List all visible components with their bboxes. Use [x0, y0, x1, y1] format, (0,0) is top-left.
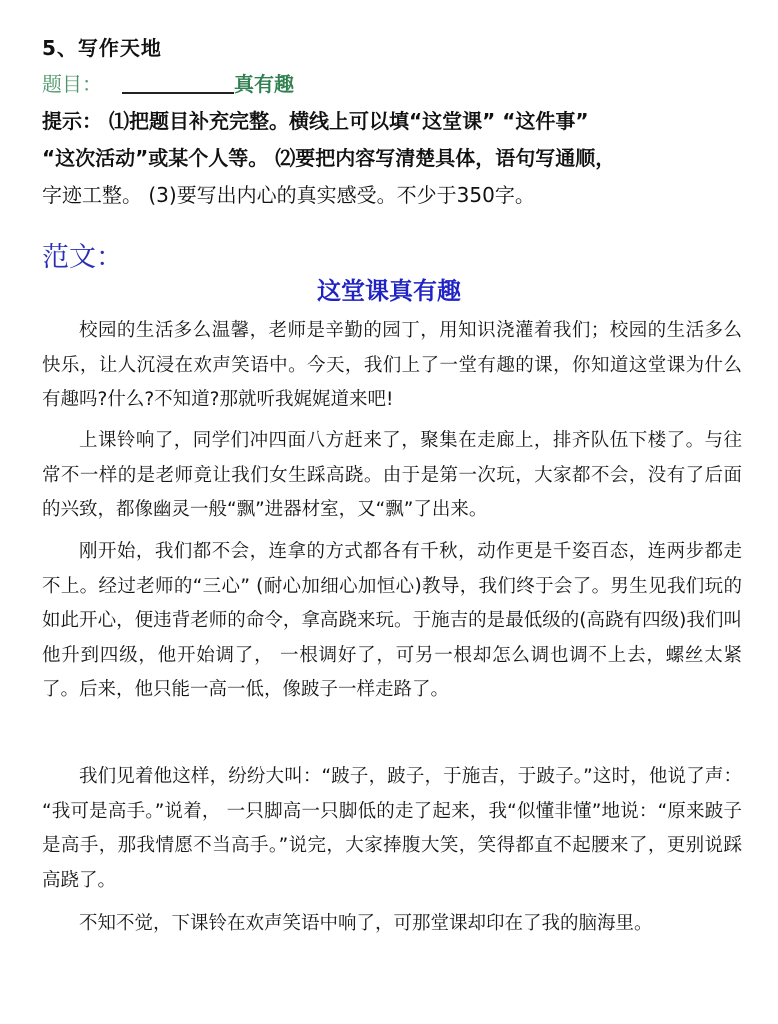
model-essay-label: 范文： [42, 242, 123, 273]
writing-hint [42, 103, 742, 214]
hint-line-3-start: 字迹工整。 [42, 183, 142, 207]
hint-line-1: 提示： ⑴把题目补充完整。横线上可以填“这堂课” “这件事” [42, 109, 589, 133]
topic-label: 题目： [42, 72, 102, 96]
essay-paragraph-3 [42, 535, 742, 708]
paragraph-text: 不知不觉，下课铃在欢声笑语中响了，可那堂课却印在了我的脑海里。 [79, 913, 653, 934]
essay-paragraph-4 [42, 760, 742, 898]
essay-paragraph-5 [42, 907, 742, 942]
paragraph-text: 刚开始，我们都不会，连拿的方式都各有千秋，动作更是千姿百态，连两步都走不上。经过老师的“三心” (耐心加细心加恒心)教导，我们终于会了。男生见我们玩的如此开心，便违背老师的命令，拿高跷来玩。于施吉的是最低级的(高跷有四级)我们叫他升到四级，他开始调了， 一根调好了，可另一根却怎么调也调不上去，螺丝太紧了。后来，他只能一高一低，像跛子一样走路了。 [42, 541, 742, 700]
paragraph-text: 我们见着他这样，纷纷大叫：“跛子，跛子，于施吉，于跛子。”这时，他说了声： “我可是高手。”说着， 一只脚高一只脚低的走了起来，我“似懂非懂”地说：“原来跛子是高手，那我情愿不当高手。”说完，大家捧腹大笑，笑得都直不起腰来了，更别说踩高跷了。 [42, 766, 742, 891]
topic-line [42, 68, 294, 97]
hint-line-3-rest: (3)要写出内心的真实感受。不少于350字。 [142, 183, 535, 207]
essay-paragraph-2 [42, 424, 742, 528]
essay-title: 这堂课真有趣 [317, 277, 461, 305]
topic-blank-line [122, 72, 234, 94]
essay-paragraph-1 [42, 314, 742, 418]
hint-line-3 [42, 177, 742, 214]
topic-title: 真有趣 [234, 72, 294, 96]
hint-line-2: “这次活动”或某个人等。 ⑵要把内容写清楚具体，语句写通顺， [42, 146, 616, 170]
section-heading: 5、写作天地 [42, 36, 162, 60]
paragraph-text: 校园的生活多么温馨，老师是辛勤的园丁，用知识浇灌着我们；校园的生活多么快乐，让人沉浸在欢声笑语中。今天，我们上了一堂有趣的课，你知道这堂课为什么有趣吗?什么?不知道?那就听我娓娓道来吧! [42, 320, 742, 410]
paragraph-text: 上课铃响了，同学们冲四面八方赶来了，聚集在走廊上，排齐队伍下楼了。与往常不一样的是老师竟让我们女生踩高跷。由于是第一次玩，大家都不会，没有了后面的兴致，都像幽灵一般“飘”进器材室，又“飘”了出来。 [42, 430, 742, 520]
